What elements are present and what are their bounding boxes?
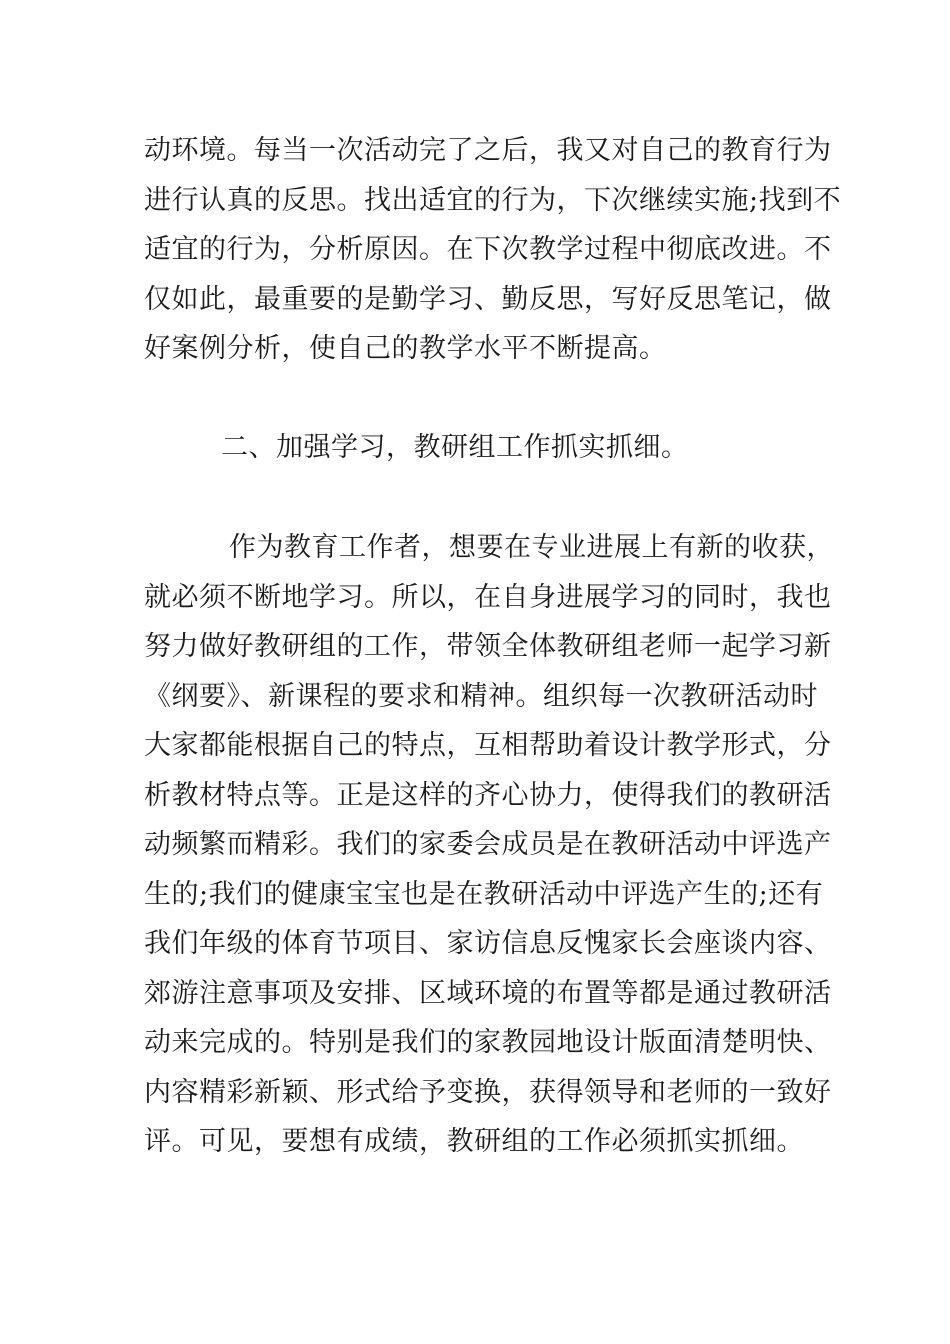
section-heading-2: 二、加强学习，教研组工作抓实抓细。: [221, 432, 689, 463]
paragraph-2-line-12: 内容精彩新颖、形式给予变换，获得领导和老师的一致好: [144, 1077, 832, 1108]
paragraph-1-line-4: 仅如此，最重要的是勤学习、勤反思，写好反思笔记，做: [144, 284, 832, 315]
paragraph-2-line-8: 生的;我们的健康宝宝也是在教研活动中评选产生的;还有: [144, 879, 824, 910]
paragraph-2-line-10: 郊游注意事项及安排、区域环境的布置等都是通过教研活: [144, 978, 832, 1009]
paragraph-2-line-1: 作为教育工作者，想要在专业进展上有新的收获，: [229, 532, 834, 563]
paragraph-2-line-7: 动频繁而精彩。我们的家委会成员是在教研活动中评选产: [144, 829, 832, 860]
paragraph-2-line-3: 努力做好教研组的工作，带领全体教研组老师一起学习新: [144, 631, 832, 662]
paragraph-2-line-5: 大家都能根据自己的特点，互相帮助着设计教学形式，分: [144, 730, 832, 761]
paragraph-2-line-9: 我们年级的体育节项目、家访信息反愧家长会座谈内容、: [144, 928, 832, 959]
paragraph-2-line-6: 析教材特点等。正是这样的齐心协力，使得我们的教研活: [144, 780, 832, 811]
paragraph-2-line-2: 就必须不断地学习。所以，在自身进展学习的同时，我也: [144, 582, 832, 613]
paragraph-2-line-13: 评。可见，要想有成绩，教研组的工作必须抓实抓细。: [144, 1126, 804, 1157]
paragraph-1-line-1: 动环境。每当一次活动完了之后，我又对自己的教育行为: [144, 135, 832, 166]
paragraph-1-line-3: 适宜的行为，分析原因。在下次教学过程中彻底改进。不: [144, 234, 832, 265]
paragraph-1-line-5: 好案例分析，使自己的教学水平不断提高。: [144, 333, 667, 364]
paragraph-1-line-2: 进行认真的反思。找出适宜的行为，下次继续实施;找到不: [144, 185, 842, 216]
paragraph-2-line-11: 动来完成的。特别是我们的家教园地设计版面清楚明快、: [144, 1027, 832, 1058]
paragraph-2-line-4: 《纲要》、新课程的要求和精神。组织每一次教研活动时: [144, 681, 818, 712]
